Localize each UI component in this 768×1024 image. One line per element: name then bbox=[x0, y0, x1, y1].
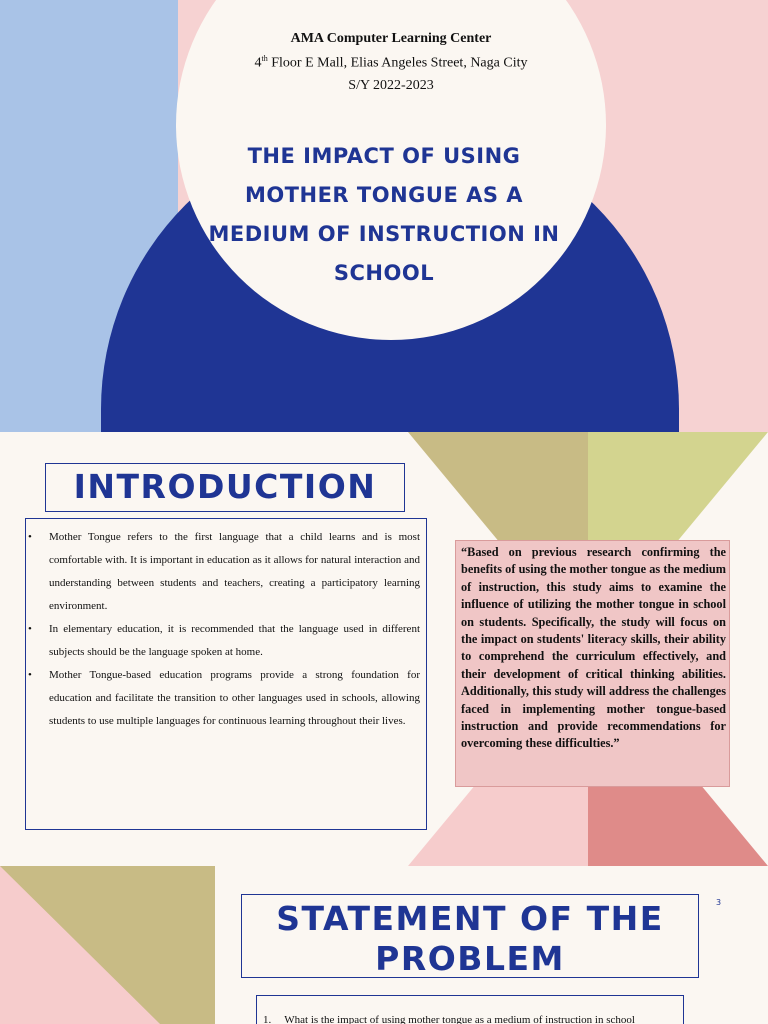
introduction-heading: INTRODUCTION bbox=[73, 467, 377, 506]
question-text: What is the impact of using mother tongue as a medium of instruction in school bbox=[284, 1014, 635, 1024]
question-number: 1. bbox=[263, 1014, 272, 1024]
bullet-item: • Mother Tongue refers to the first language that a child learns and is most comfortable with. It is important in education as it allows for natural interaction and understanding between students and teachers, creating a participatory learning environment. bbox=[28, 526, 420, 618]
presentation-title: THE IMPACT OF USING MOTHER TONGUE AS A MEDIUM OF INSTRUCTION IN SCHOOL bbox=[208, 144, 560, 285]
problem-heading-line2: PROBLEM bbox=[375, 939, 565, 978]
bullet-item: • In elementary education, it is recommended that the language used in different subjects should be the language spoken at home. bbox=[28, 618, 420, 664]
school-year: S/Y 2022-2023 bbox=[348, 78, 434, 93]
page-number: 3 bbox=[716, 898, 722, 907]
statement-of-problem-slide bbox=[0, 866, 768, 1024]
address-floor-number: 4 bbox=[254, 55, 262, 71]
problem-heading-line1: STATEMENT OF THE bbox=[276, 899, 664, 938]
address-floor-suffix: th bbox=[261, 54, 268, 63]
bullet-item: • Mother Tongue-based education programs provide a strong foundation for education and facilitate the transition to other languages used in schools, allowing students to use multiple languages for continuous learning throughout their lives. bbox=[28, 664, 420, 733]
institution-address bbox=[176, 54, 606, 72]
introduction-slide bbox=[0, 432, 768, 866]
study-aim-quote: “Based on previous research confirming the benefits of using the mother tongue as the medium of instruction, this study aims to examine the influence of utilizing the mother tongue in school on students. Specifically, the study will focus on the impact on students' literacy skills, their ability to comprehend the curriculum effectively, and their development of critical thinking abilities. Additionally, this study will address the challenges faced in implementing mother tongue-based instruction and provide recommendations for overcoming these difficulties.” bbox=[461, 545, 726, 751]
question-item bbox=[263, 1014, 683, 1024]
address-rest: Floor E Mall, Elias Angeles Street, Naga City bbox=[267, 55, 528, 71]
title-slide bbox=[0, 0, 768, 432]
problem-heading bbox=[241, 899, 699, 979]
introduction-bullets bbox=[28, 526, 420, 733]
institution-name: AMA Computer Learning Center bbox=[290, 31, 492, 46]
